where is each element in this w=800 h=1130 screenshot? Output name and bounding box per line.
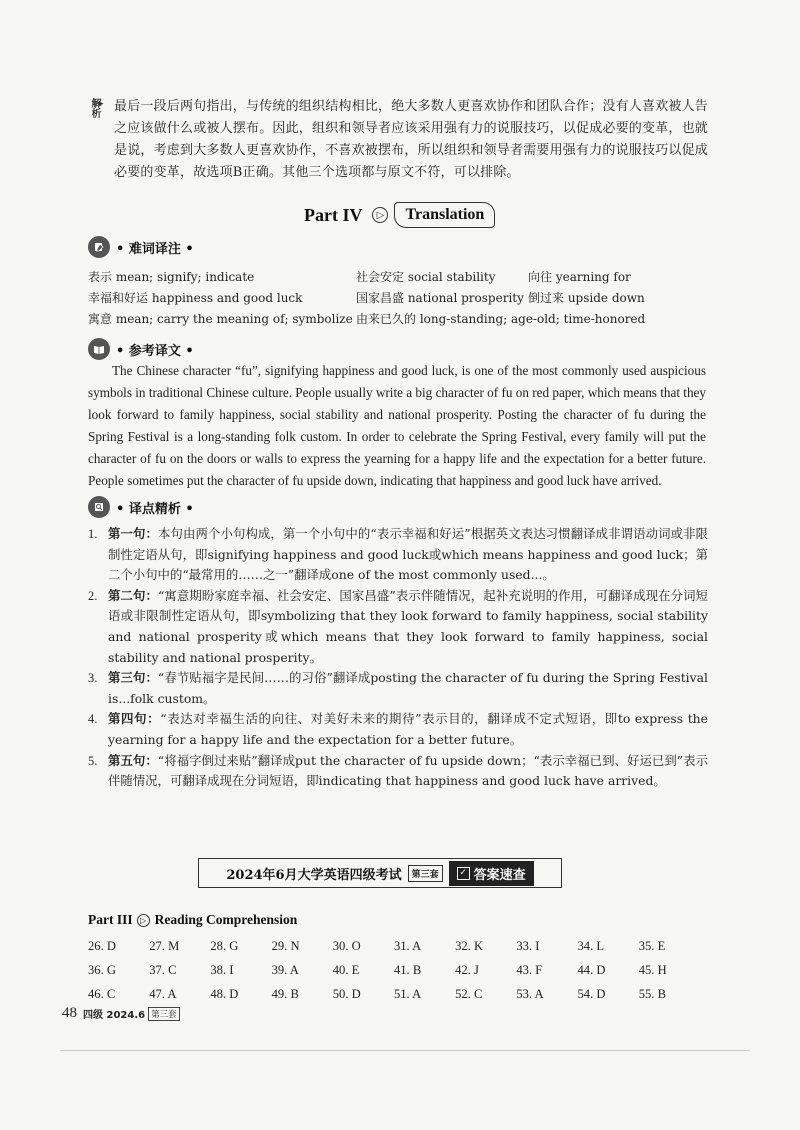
point-body (108, 751, 708, 792)
quick-answer-badge (449, 861, 534, 886)
analysis-tag-label: 解析 (89, 98, 100, 118)
vocab-item: 寓意 mean; carry the meaning of; symbolize (88, 312, 353, 326)
point-text: “春节贴福字是民间……的习俗”翻译成posting the character of fu during the Spring Festival is...folk custom。 (108, 670, 708, 706)
point-number: 1. (88, 527, 98, 541)
arrow-icon: ▸ (99, 99, 104, 109)
reference-heading-label: • 参考译文 • (116, 343, 194, 359)
part-label: Part IV (304, 204, 363, 225)
point-body (108, 709, 708, 750)
answer-cell: 28. G (210, 938, 239, 953)
reference-translation: The Chinese character “fu”, signifying happiness and good luck, is one of the most commonly used auspicious symbols in traditional Chinese culture. People usually write a big character of fu on red paper, which means that they look forward to family happiness, social stability and national prosperity. Posting the character of fu during the Spring Festival is a long-standing folk custom. In order to celebrate the Spring Festival, every family will put the character of fu on the doors or walls to express the yearning for a happy life and the expectation for a better future. People sometimes put the character of fu upside down, indicating that happiness and good luck have arrived. (88, 363, 707, 488)
vocab-item: 表示 mean; signify; indicate (88, 270, 255, 284)
answer-cell: 40. E (332, 962, 360, 977)
answers-grid (88, 934, 688, 1006)
answer-cell: 41. B (393, 962, 422, 977)
answer-cell: 33. I (516, 938, 540, 953)
quick-answer-label: 答案速查 (473, 867, 526, 883)
point-number: 2. (88, 588, 98, 603)
answer-cell: 52. C (455, 986, 483, 1001)
answer-cell: 36. G (88, 962, 116, 977)
set-tag: 第三套 (408, 865, 443, 882)
answer-cell: 30. O (332, 938, 361, 953)
point-body (108, 524, 708, 586)
answer-cell: 37. C (149, 962, 177, 977)
footer-set-tag: 第三套 (148, 1007, 180, 1021)
point-text: “将福字倒过来贴”翻译成put the character of fu upside down；“表示幸福已到、好运已到”表示伴随情况，可翻译成现在分词短语，即indicating that happiness and good luck have arrived。 (108, 752, 709, 789)
answer-cell: 32. K (455, 938, 484, 953)
circle-arrow-icon: ▷ (372, 207, 388, 223)
answer-cell: 47. A (149, 986, 177, 1001)
book-icon (88, 338, 110, 360)
page-footer (62, 1005, 180, 1022)
point-text: “寓意期盼家庭幸福、社会安定、国家昌盛”表示伴随情况，起补充说明的作用，可翻译成现在分词短语或非限制性定语从句，即symbolizing that they look forward to family happiness, social stability and national prosperity或which means that they look forward to family happiness, social stability and national prosperity。 (108, 587, 709, 665)
point-number: 5. (88, 753, 98, 768)
answers-row (88, 958, 688, 982)
answer-cell: 31. A (393, 938, 422, 953)
vocab-item: 倒过来 upside down (528, 291, 645, 305)
point-item (88, 709, 708, 750)
points-heading-label: • 译点精析 • (116, 501, 194, 517)
points-list (88, 524, 708, 792)
analysis-tag (88, 98, 102, 122)
point-body (108, 586, 708, 668)
answer-cell: 29. N (271, 938, 300, 953)
answer-cell: 50. D (332, 986, 361, 1001)
answer-cell: 53. A (516, 986, 544, 1001)
answer-cell: 26. D (88, 938, 116, 953)
vocab-item: 向往 yearning for (528, 270, 631, 284)
vocab-row (88, 266, 708, 287)
point-lead: 第二句： (108, 587, 158, 603)
answer-cell: 35. E (638, 938, 666, 953)
point-lead: 第三句： (108, 670, 158, 686)
analysis-block (88, 96, 708, 184)
vocab-item: 由来已久的 long-standing; age-old; time-honored (356, 312, 646, 326)
point-text: 本句由两个小句构成，第一个小句中的“表示幸福和好运”根据英文表达习惯翻译成非谓语动词或非限制性定语从句，即signifying happiness and good luck或which means happiness and good luck；第二个小句中的“最常用的……之一”翻译成one of the most commonly used...。 (108, 526, 709, 583)
circle-arrow-icon: ▷ (137, 914, 150, 927)
answer-cell: 45. H (638, 962, 667, 977)
point-item (88, 751, 708, 792)
page-number: 48 (62, 1005, 77, 1021)
vocab-row (88, 287, 708, 308)
part-iv-title (304, 200, 495, 230)
vocab-row (88, 308, 708, 329)
answer-cell: 46. C (88, 986, 116, 1001)
point-item (88, 668, 708, 709)
answer-cell: 39. A (271, 962, 299, 977)
rc-title: Reading Comprehension (154, 912, 298, 927)
answers-row (88, 934, 688, 958)
point-body (108, 668, 708, 709)
analysis-text: 最后一段后两句指出，与传统的组织结构相比，绝大多数人更喜欢协作和团队合作；没有人喜欢被人告之应该做什么或被人摆布。因此，组织和领导者应该采用强有力的说服技巧，以促成必要的变革，也就是说，考虑到大多数人更喜欢协作，不喜欢被摆布，所以组织和领导者需要用强有力的说服技巧以促成必要的变革，故选项B正确。其他三个选项都与原文不符，可以排除。 (114, 99, 709, 180)
answer-cell: 51. A (393, 986, 422, 1001)
rc-part: Part III (88, 912, 133, 927)
vocab-heading-label: • 难词译注 • (116, 241, 194, 257)
point-item (88, 524, 708, 586)
answer-cell: 54. D (577, 986, 606, 1001)
point-lead: 第四句： (108, 711, 161, 727)
answers-row (88, 982, 688, 1006)
checkbox-icon: ✓ (457, 867, 470, 880)
vocab-item: 社会安定 social stability (356, 270, 496, 284)
answer-key-title (198, 858, 562, 888)
footer-divider (60, 1050, 750, 1051)
answer-cell: 27. M (149, 938, 180, 953)
reference-heading (88, 338, 194, 360)
answer-cell: 49. B (271, 986, 299, 1001)
point-number: 4. (88, 712, 98, 727)
magnifier-icon (88, 496, 110, 518)
point-lead: 第一句： (108, 526, 158, 541)
point-lead: 第五句： (108, 752, 158, 768)
point-text: “表达对幸福生活的向往、对美好未来的期待”表示目的，翻译成不定式短语，即to express the yearning for a happy life and the expectation for a better future。 (108, 711, 708, 747)
vocab-item: 国家昌盛 national prosperity (356, 291, 524, 305)
reading-comprehension-heading (88, 912, 297, 928)
pencil-icon (88, 236, 110, 258)
point-number: 3. (88, 671, 98, 686)
vocab-table (88, 266, 708, 329)
answer-cell: 48. D (210, 986, 239, 1001)
answer-cell: 34. L (577, 938, 605, 953)
points-heading (88, 496, 194, 518)
point-item (88, 586, 708, 668)
answer-cell: 42. J (455, 962, 479, 977)
answer-cell: 55. B (638, 986, 666, 1001)
exam-title: 2024年6月大学英语四级考试 (226, 867, 402, 883)
answer-cell: 44. D (577, 962, 606, 977)
vocab-item: 幸福和好运 happiness and good luck (88, 291, 303, 305)
translation-label: Translation (394, 202, 495, 228)
vocab-heading (88, 236, 194, 258)
answer-cell: 38. I (210, 962, 234, 977)
footer-label: 四级 2024.6 (83, 1010, 146, 1021)
answer-cell: 43. F (516, 962, 543, 977)
